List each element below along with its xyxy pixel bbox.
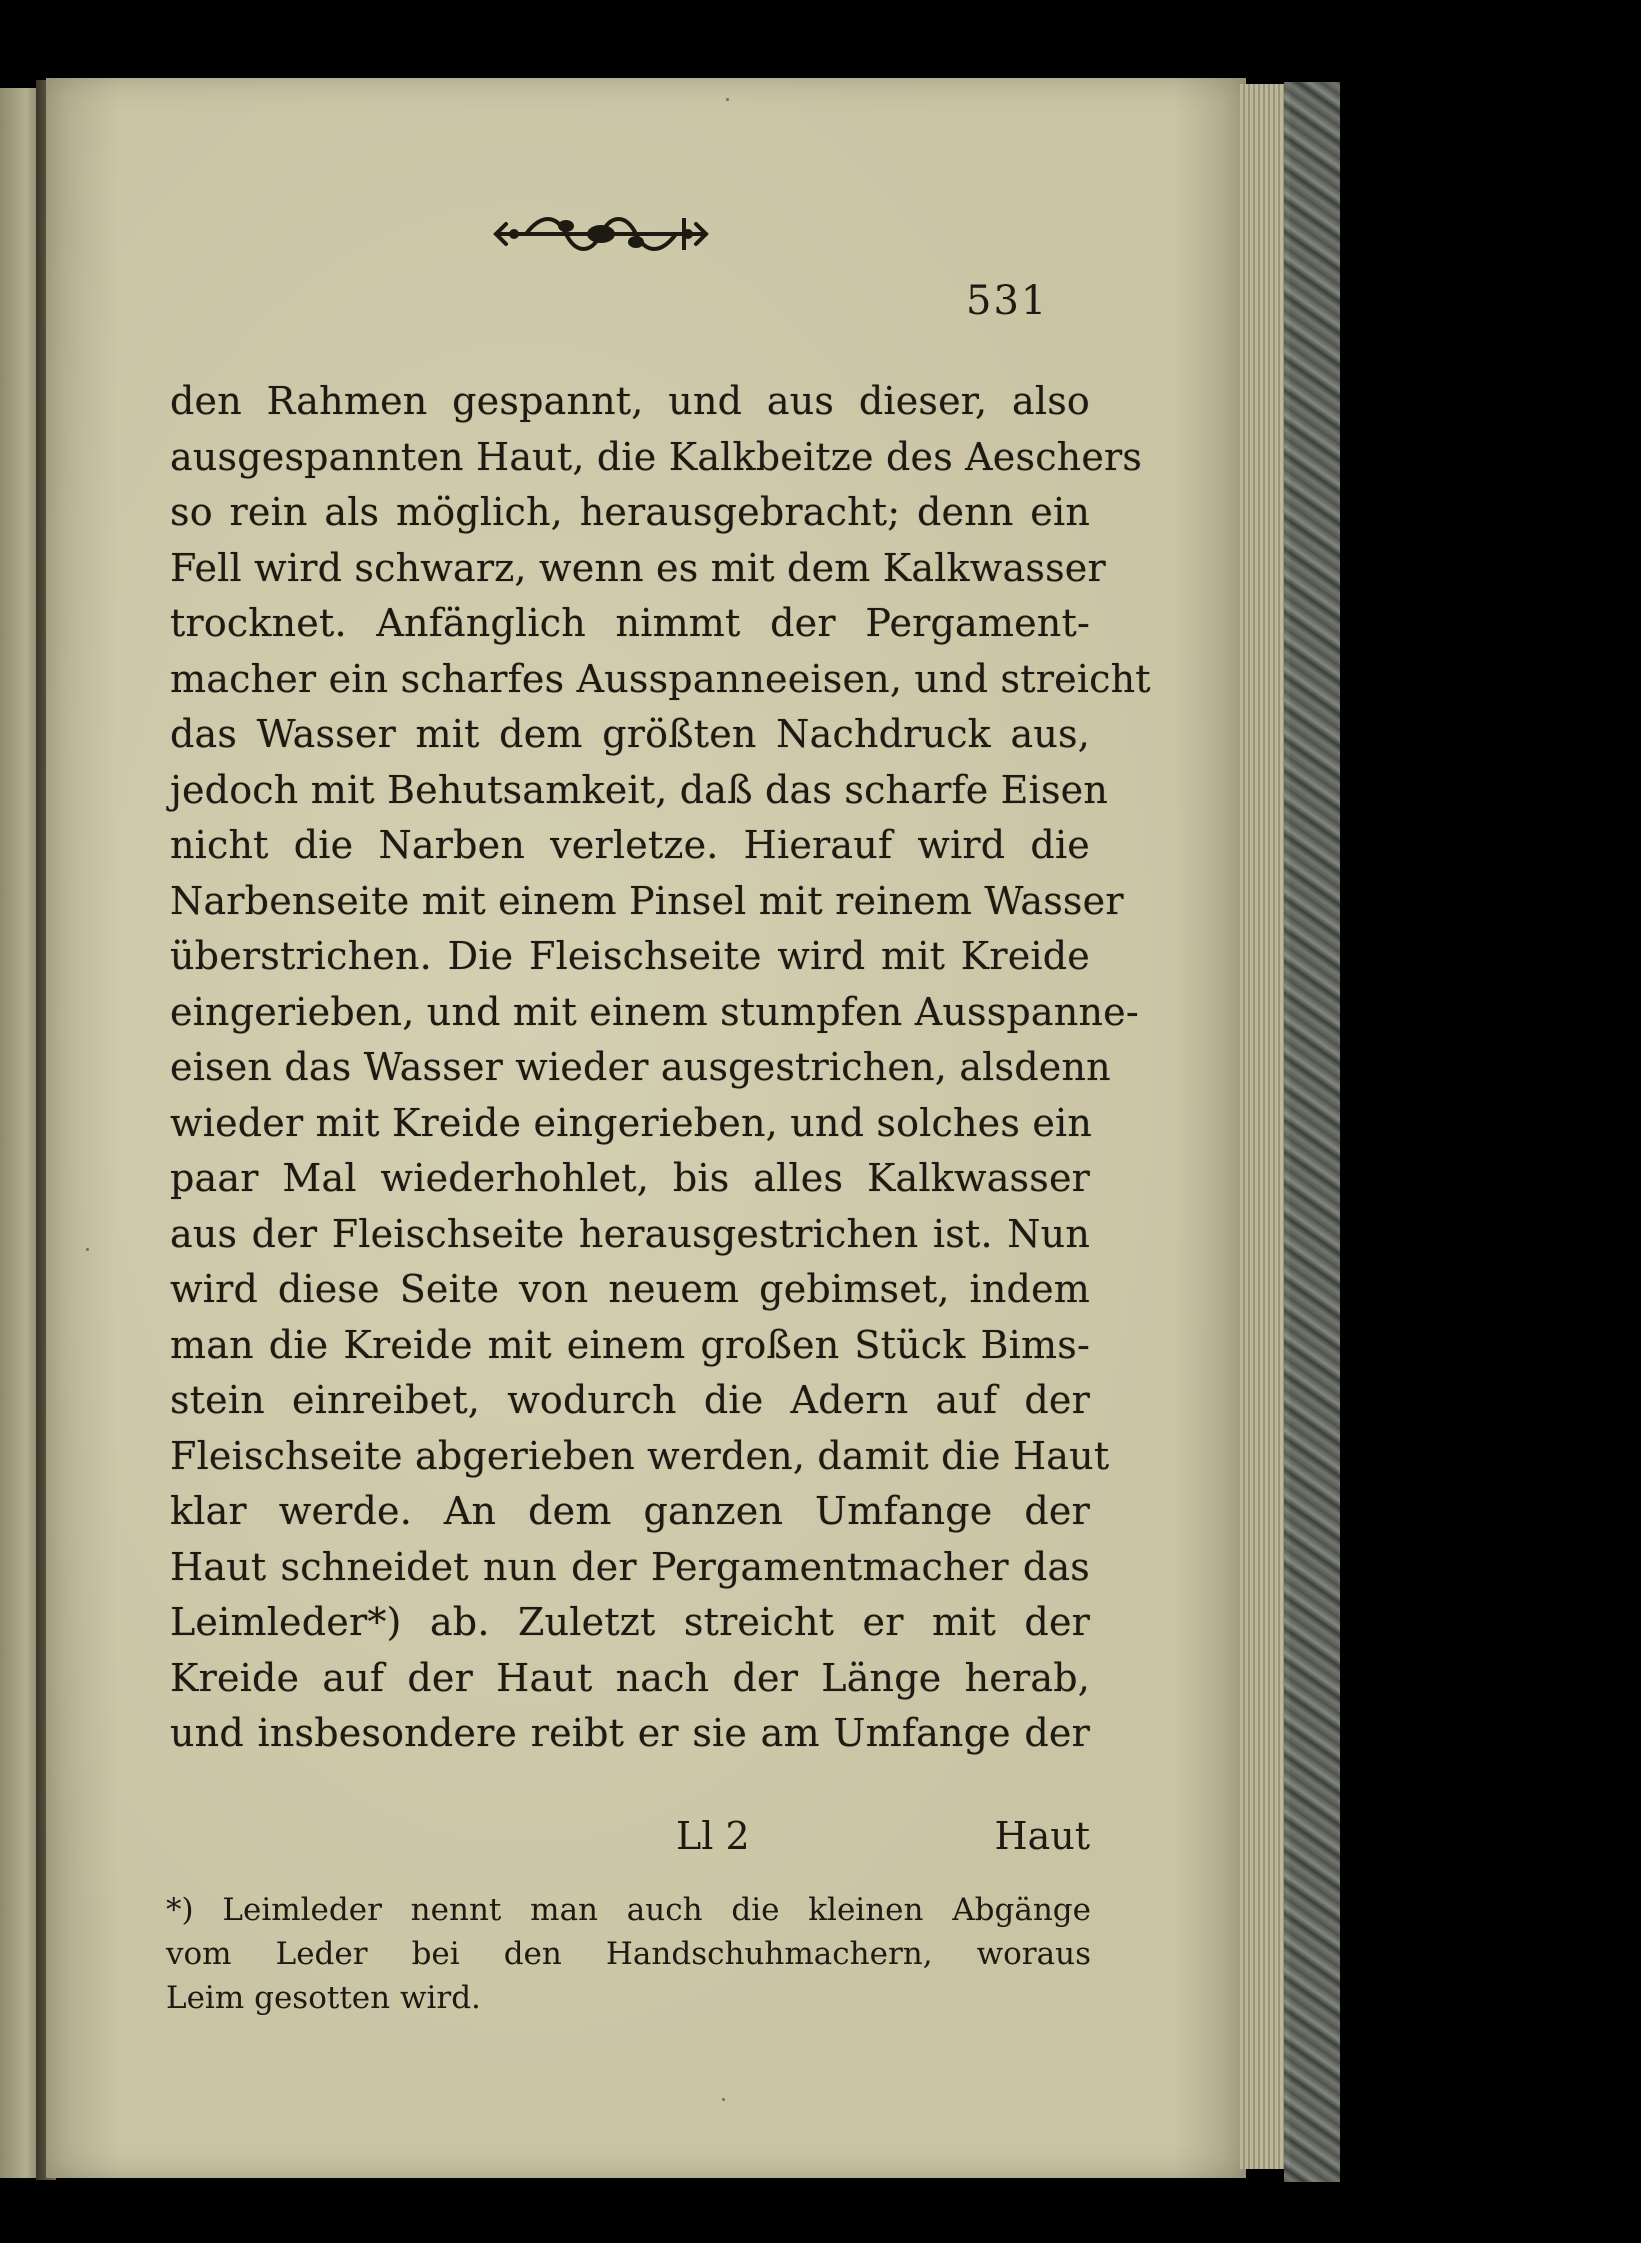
signature-mark: Ll 2 bbox=[676, 1814, 750, 1858]
footnote bbox=[166, 1888, 1091, 2020]
headpiece-ornament-icon bbox=[486, 204, 716, 264]
text-line: aus der Fleischseite herausgestrichen ist. Nun bbox=[170, 1211, 1090, 1256]
text-line: und insbesondere reibt er sie am Umfange der bbox=[170, 1711, 1090, 1755]
text-line: Fleischseite abgerieben werden, damit die Haut bbox=[170, 1433, 1110, 1478]
paper-speck bbox=[726, 98, 729, 101]
catchline bbox=[170, 1814, 1090, 1869]
text-line: man die Kreide mit einem großen Stück Bims- bbox=[170, 1322, 1090, 1367]
text-line: wird diese Seite von neuem gebimset, indem bbox=[170, 1267, 1090, 1311]
page-number: 531 bbox=[966, 278, 1049, 324]
body-text bbox=[170, 374, 1151, 1762]
text-line: nicht die Narben verletze. Hierauf wird die bbox=[170, 823, 1090, 867]
text-line: Fell wird schwarz, wenn es mit dem Kalkwasser bbox=[170, 545, 1106, 590]
text-line: überstrichen. Die Fleischseite wird mit Kreide bbox=[170, 934, 1090, 978]
footnote-line: Leim gesotten wird. bbox=[166, 1980, 481, 2016]
text-line: Narbenseite mit einem Pinsel mit reinem Wasser bbox=[170, 878, 1124, 923]
text-line: ausgespannten Haut, die Kalkbeitze des Aeschers bbox=[170, 434, 1143, 479]
text-line: wieder mit Kreide eingerieben, und solches ein bbox=[170, 1100, 1093, 1145]
text-line: so rein als möglich, herausgebracht; denn ein bbox=[170, 490, 1090, 534]
text-line: das Wasser mit dem größten Nachdruck aus, bbox=[170, 712, 1090, 756]
text-line: eisen das Wasser wieder ausgestrichen, alsdenn bbox=[170, 1045, 1111, 1089]
text-line: Leimleder*) ab. Zuletzt streicht er mit der bbox=[170, 1600, 1090, 1644]
footnote-line: vom Leder bei den Handschuhmachern, woraus bbox=[166, 1936, 1091, 1972]
page-sheet bbox=[46, 78, 1246, 2178]
text-line: Haut schneidet nun der Pergamentmacher das bbox=[170, 1544, 1090, 1589]
text-line: Kreide auf der Haut nach der Länge herab, bbox=[170, 1655, 1090, 1700]
text-line: macher ein scharfes Ausspanneeisen, und streicht bbox=[170, 656, 1151, 701]
text-line: eingerieben, und mit einem stumpfen Ausspanne- bbox=[170, 989, 1139, 1034]
catchword: Haut bbox=[994, 1814, 1090, 1858]
text-line: paar Mal wiederhohlet, bis alles Kalkwasser bbox=[170, 1156, 1090, 1200]
page bbox=[46, 78, 1246, 2178]
page-edges bbox=[1240, 84, 1290, 2169]
text-line: klar werde. An dem ganzen Umfange der bbox=[170, 1489, 1090, 1533]
paper-speck bbox=[722, 2098, 725, 2101]
text-line: jedoch mit Behutsamkeit, daß das scharfe Eisen bbox=[170, 767, 1109, 812]
text-line: den Rahmen gespannt, und aus dieser, also bbox=[170, 379, 1090, 423]
text-line: trocknet. Anfänglich nimmt der Pergament- bbox=[170, 601, 1090, 645]
paper-speck bbox=[86, 1248, 89, 1251]
marbled-cover bbox=[1284, 82, 1340, 2182]
text-line: stein einreibet, wodurch die Adern auf der bbox=[170, 1378, 1090, 1422]
footnote-line: *) Leimleder nennt man auch die kleinen Abgänge bbox=[166, 1892, 1091, 1928]
